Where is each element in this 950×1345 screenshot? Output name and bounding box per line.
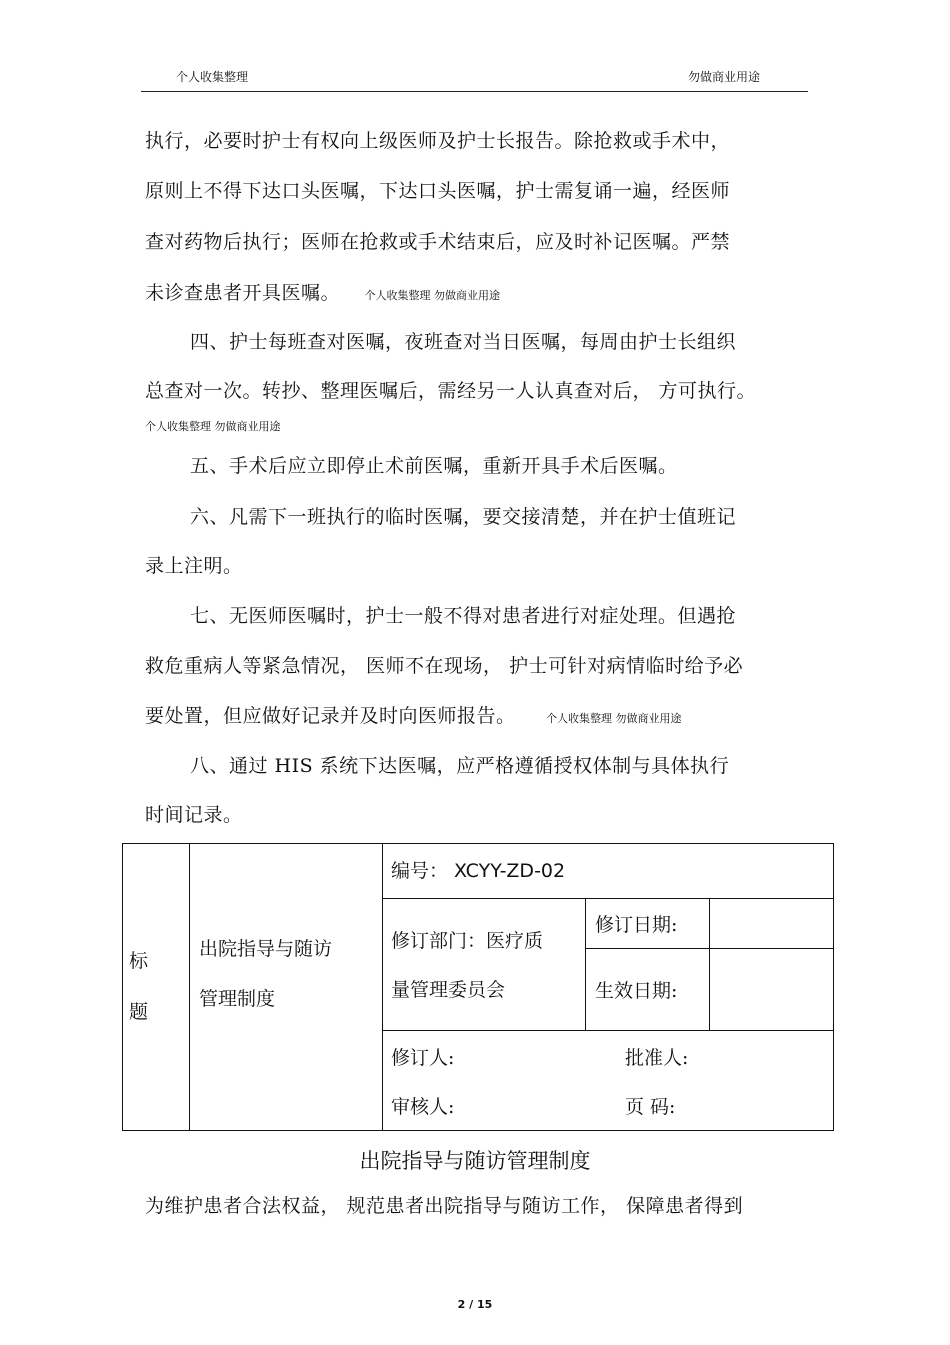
body-line: 救危重病人等紧急情况， 医师不在现场， 护士可针对病情临时给予必 [145,655,744,677]
table-line [382,898,833,899]
body-line: 原则上不得下达口头医嘱，下达口头医嘱，护士需复诵一遍，经医师 [145,180,731,202]
section-title: 出院指导与随访管理制度 [359,1149,591,1173]
header-rule [141,91,808,92]
doc-title-cell-2: 管理制度 [199,988,276,1010]
table-line [709,898,710,1030]
table-line [585,898,586,1030]
body-line: 四、护士每班查对医嘱，夜班查对当日医嘱，每周由护士长组织 [190,331,737,353]
body-text: 要处置，但应做好记录并及时向医师报告。 [145,705,516,727]
body-line [145,280,500,309]
auditor-label: 审核人: [391,1096,455,1118]
body-line: 七、无医师医嘱时，护士一般不得对患者进行对症处理。但遇抢 [190,605,737,627]
page-label: 页 码: [625,1096,676,1118]
body-line: 为维护患者合法权益， 规范患者出院指导与随访工作， 保障患者得到 [145,1195,744,1217]
watermark-note: 个人收集整理 勿做商业用途 [546,712,682,725]
watermark-note: 个人收集整理 勿做商业用途 [364,289,501,302]
body-line [145,703,682,732]
document-info-table [122,843,834,1131]
doc-title-cell-1: 出院指导与随访 [199,938,333,960]
label-cell-1: 标 [129,950,149,972]
body-line: 八、通过 HIS 系统下达医嘱，应严格遵循授权体制与具体执行 [190,755,730,777]
body-line: 时间记录。 [145,804,243,826]
body-text: 未诊查患者开具医嘱。 [145,282,341,304]
table-line [189,844,190,1130]
table-line [382,1030,833,1031]
body-line: 录上注明。 [145,555,243,577]
approver-label: 批准人: [625,1047,689,1069]
body-line: 执行，必要时护士有权向上级医师及护士长报告。除抢救或手术中， [145,130,731,152]
page-number: 2 / 15 [457,1298,493,1311]
table-line [585,948,833,949]
revision-date-label: 修订日期: [595,914,678,936]
doc-number: 编号： XCYY-ZD-02 [391,860,566,882]
reviser-label: 修订人: [391,1047,455,1069]
table-line [382,844,383,1130]
body-line: 查对药物后执行；医师在抢救或手术结束后，应及时补记医嘱。严禁 [145,231,731,253]
revision-dept-2: 量管理委员会 [391,979,506,1001]
label-cell-2: 题 [129,1001,149,1023]
body-line: 六、凡需下一班执行的临时医嘱，要交接清楚，并在护士值班记 [190,506,737,528]
header-left: 个人收集整理 [176,70,249,84]
watermark-note: 个人收集整理 勿做商业用途 [145,420,281,433]
revision-dept-1: 修订部门：医疗质 [391,930,544,952]
effective-date-label: 生效日期: [595,980,678,1002]
body-line: 五、手术后应立即停止术前医嘱，重新开具手术后医嘱。 [190,455,678,477]
header-right: 勿做商业用途 [688,70,761,84]
body-line: 总查对一次。转抄、整理医嘱后，需经另一人认真查对后， 方可执行。 [145,380,757,402]
